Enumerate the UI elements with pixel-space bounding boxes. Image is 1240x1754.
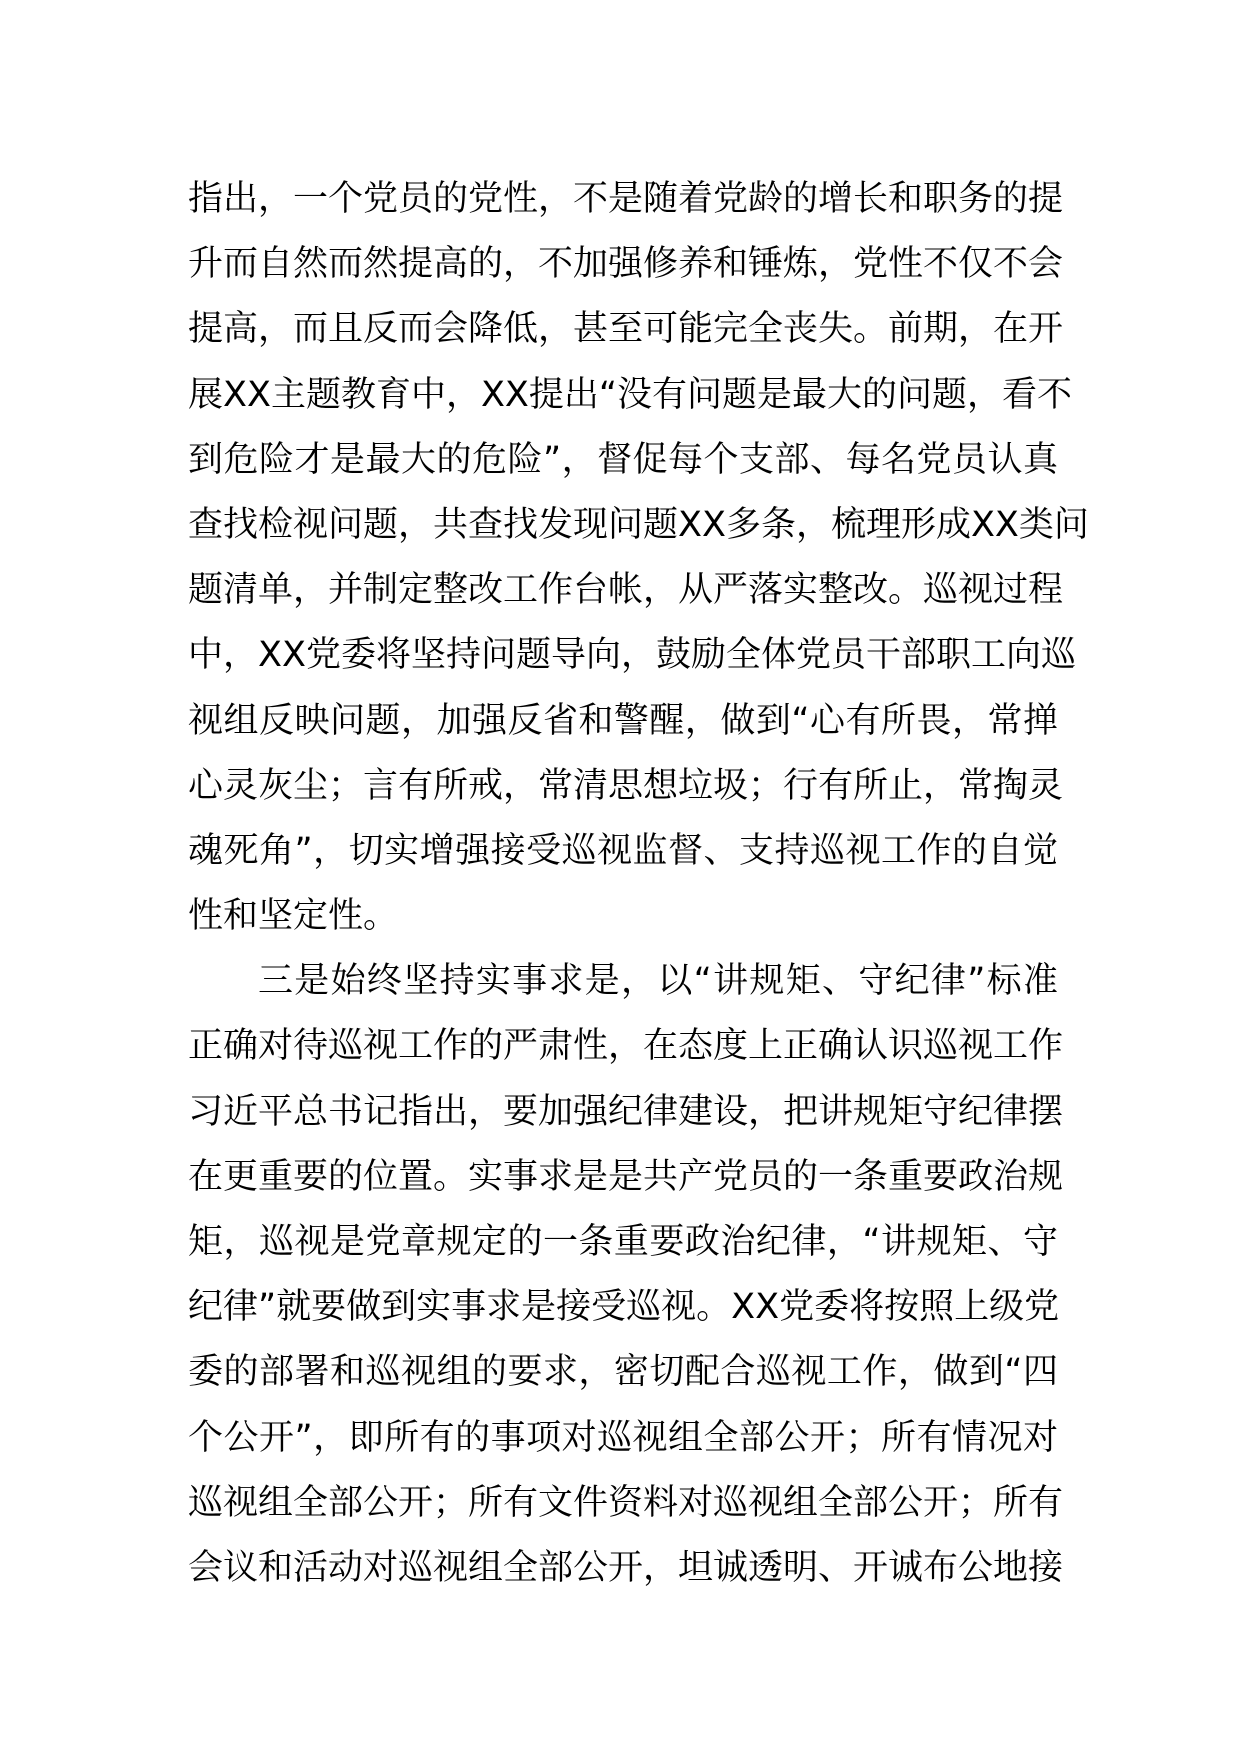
text-line: 委的部署和巡视组的要求，密切配合巡视工作，做到“四 <box>188 1352 1058 1393</box>
text-line: 魂死角”，切实增强接受巡视监督、支持巡视工作的自觉 <box>188 830 1058 871</box>
text-line: 习近平总书记指出，要加强纪律建设，把讲规矩守纪律摆 <box>188 1091 1064 1132</box>
text-line: 中，XX党委将坚持问题导向，鼓励全体党员干部职工向巡 <box>188 635 1076 676</box>
text-line: 指出，一个党员的党性，不是随着党龄的增长和职务的提 <box>188 179 1064 219</box>
text-line: 矩，巡视是党章规定的一条重要政治纪律，“讲规矩、守 <box>188 1222 1058 1262</box>
text-line: 视组反映问题，加强反省和警醒，做到“心有所畏，常掸 <box>188 700 1058 741</box>
text-line: 个公开”，即所有的事项对巡视组全部公开；所有情况对 <box>188 1417 1058 1458</box>
text-line: 到危险才是最大的危险”，督促每个支部、每名党员认真 <box>188 439 1058 480</box>
body-text <box>188 167 1089 1601</box>
text-line: 提高，而且反而会降低，甚至可能完全丧失。前期，在开 <box>188 309 1064 350</box>
text-line: 在更重要的位置。实事求是是共产党员的一条重要政治规 <box>188 1156 1064 1197</box>
text-line: 正确对待巡视工作的严肃性，在态度上正确认识巡视工作 <box>188 1026 1064 1067</box>
text-line: 题清单，并制定整改工作台帐，从严落实整改。巡视过程 <box>188 570 1064 611</box>
text-line: 查找检视问题，共查找发现问题XX多条，梳理形成XX类问 <box>188 504 1089 545</box>
text-line: 巡视组全部公开；所有文件资料对巡视组全部公开；所有 <box>188 1482 1064 1523</box>
text-line: 升而自然而然提高的，不加强修养和锤炼，党性不仅不会 <box>188 244 1064 285</box>
text-line: 心灵灰尘；言有所戒，常清思想垃圾；行有所止，常掏灵 <box>188 765 1064 806</box>
text-line: 纪律”就要做到实事求是接受巡视。XX党委将按照上级党 <box>188 1287 1060 1328</box>
text-line: 性和坚定性。 <box>188 896 399 937</box>
text-line: 展XX主题教育中，XX提出“没有问题是最大的问题，看不 <box>188 374 1073 415</box>
paragraph-first-line: 三是始终坚持实事求是，以“讲规矩、守纪律”标准 <box>258 961 1058 1002</box>
text-line: 会议和活动对巡视组全部公开，坦诚透明、开诚布公地接 <box>188 1547 1064 1588</box>
